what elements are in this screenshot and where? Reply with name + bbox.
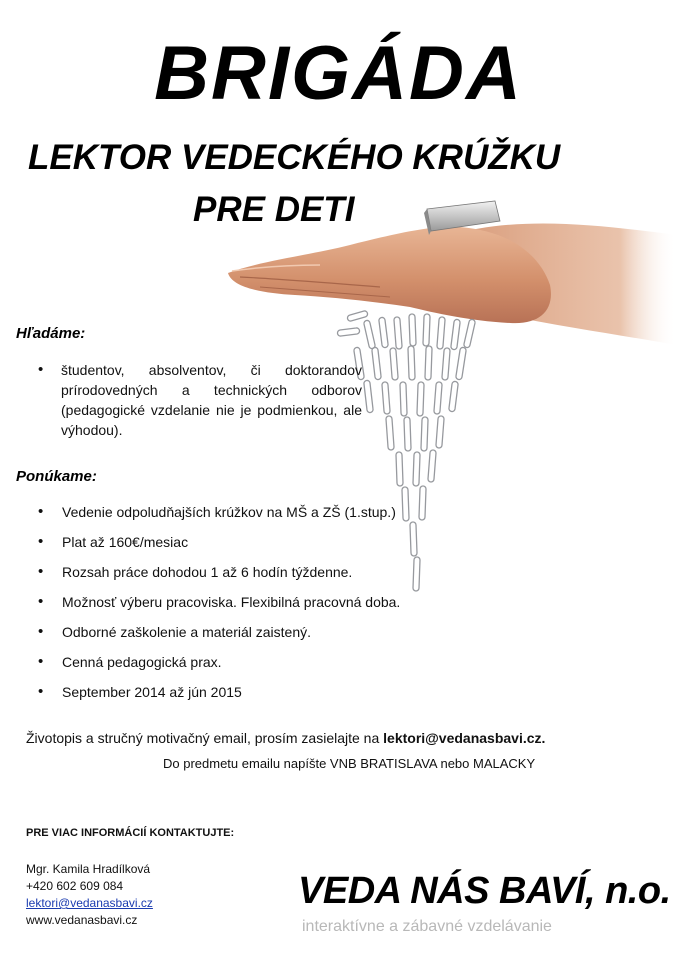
page-title: BRIGÁDA — [154, 31, 523, 116]
section-heading-hladame: Hľadáme: — [16, 325, 86, 342]
brand-name: VEDA NÁS BAVÍ, n.o. — [298, 870, 671, 912]
list-item: • Cenná pedagogická prax. — [38, 652, 498, 682]
contact-block — [26, 861, 153, 929]
contact-web: www.vedanasbavi.cz — [26, 913, 138, 927]
contact-email-link[interactable]: lektori@vedanasbavi.cz — [26, 896, 153, 910]
brand-tagline: interaktívne a zábavné vzdelávanie — [302, 918, 552, 935]
subtitle-line1: LEKTOR VEDECKÉHO KRÚŽKU — [28, 138, 561, 177]
list-item: • Rozsah práce dohodou 1 až 6 hodín týždenne. — [38, 562, 498, 592]
application-email: lektori@vedanasbavi.cz. — [383, 730, 546, 746]
subject-note: Do predmetu emailu napíšte VNB BRATISLAVA nebo MALACKY — [163, 756, 536, 771]
application-text: Životopis a stručný motivačný email, prosím zasielajte na — [26, 730, 384, 746]
contact-heading: PRE VIAC INFORMÁCIÍ KONTAKTUJTE: — [26, 827, 235, 839]
list-item: • Odborné zaškolenie a materiál zaistený. — [38, 622, 498, 652]
list-item: • Vedenie odpoludňajších krúžkov na MŠ a ZŠ (1.stup.) — [38, 502, 498, 532]
contact-name: Mgr. Kamila Hradílková — [26, 862, 151, 876]
list-item: • Možnosť výberu pracoviska. Flexibilná pracovná doba. — [38, 592, 498, 622]
list-item: • September 2014 až jún 2015 — [38, 682, 498, 712]
ponukame-list — [38, 502, 498, 712]
section-heading-ponukame: Ponúkame: — [16, 468, 97, 485]
list-item: • študentov, absolventov, či doktorandov prírodovedných a technických odborov (pedagogické vzdelanie nie je podmienkou, ale výhodou). — [38, 360, 362, 440]
list-item: • Plat až 160€/mesiac — [38, 532, 498, 562]
contact-phone: +420 602 609 084 — [26, 879, 124, 893]
hladame-list — [38, 360, 362, 440]
subtitle-line2: PRE DETI — [193, 190, 355, 229]
application-instructions — [26, 730, 545, 746]
